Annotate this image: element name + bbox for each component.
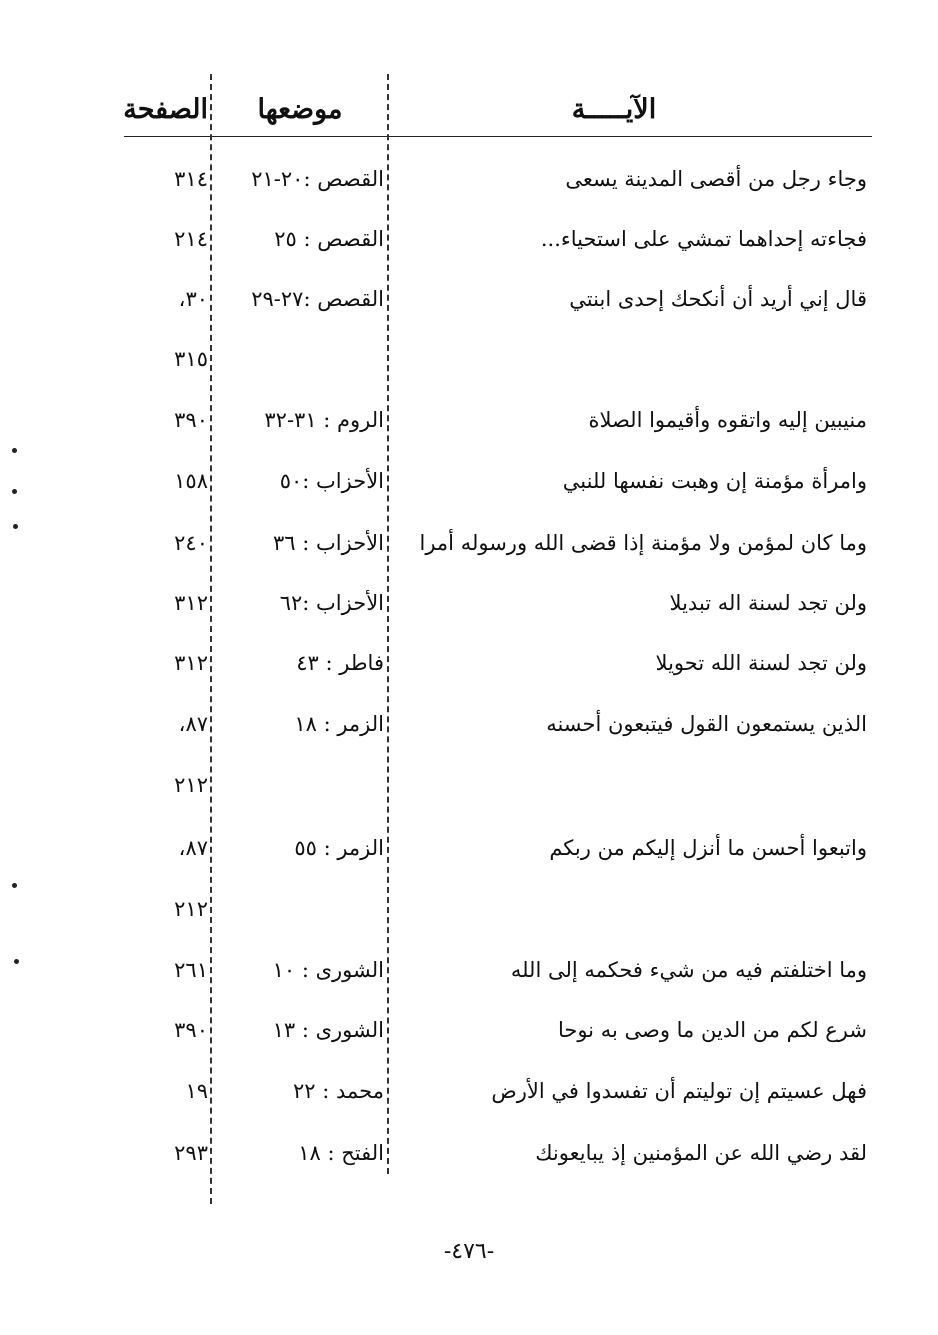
page-cell: ٣٩٠: [174, 408, 208, 432]
page-cell: ٣١٤: [174, 167, 208, 191]
location-cell: الفتح : ١٨: [298, 1141, 384, 1165]
location-cell: الأحزاب :٥٠: [279, 469, 384, 493]
verse-cell: منيبين إليه واتقوه وأقيموا الصلاة: [588, 408, 867, 432]
page-cell: ٨٧،: [178, 836, 208, 860]
verse-cell: [395, 763, 867, 807]
location-cell: [216, 887, 384, 931]
table-row: [0, 337, 938, 381]
location-cell: فاطر : ٤٣: [296, 651, 384, 675]
page-cell: ٣١٥: [174, 347, 208, 371]
table-row: [0, 581, 938, 625]
table-row: [0, 826, 938, 870]
location-cell: الشورى : ١٣: [272, 1018, 384, 1042]
page-cell: ٣١٢: [174, 591, 208, 615]
table-row: [0, 763, 938, 807]
page-cell: ١٥٨: [174, 469, 208, 493]
scan-speck: [12, 883, 17, 888]
location-cell: الروم : ٣١-٣٢: [264, 408, 384, 432]
location-cell: محمد : ٢٢: [293, 1079, 384, 1103]
verse-cell: قال إني أريد أن أنكحك إحدى ابنتي: [569, 287, 867, 311]
verse-cell: لقد رضي الله عن المؤمنين إذ يبايعونك: [535, 1141, 867, 1165]
page-cell: ٨٧،: [178, 712, 208, 736]
table-row: [0, 1069, 938, 1113]
verse-cell: وما كان لمؤمن ولا مؤمنة إذا قضى الله ورسوله أمرا: [419, 531, 867, 555]
column-header-verse: الآيـــــة: [571, 94, 657, 125]
scan-speck: [13, 524, 18, 529]
verse-cell: الذين يستمعون القول فيتبعون أحسنه: [546, 712, 867, 736]
page-cell: ١٩: [185, 1079, 208, 1103]
page-cell: ٢٦١: [174, 958, 208, 982]
verse-cell: [395, 337, 867, 381]
location-cell: الزمر : ٥٥: [294, 836, 384, 860]
verse-cell: ولن تجد لسنة الله تحويلا: [655, 651, 867, 675]
column-header-page: الصفحة: [123, 94, 208, 125]
page-cell: ٣٩٠: [174, 1018, 208, 1042]
verse-cell: واتبعوا أحسن ما أنزل إليكم من ربكم: [549, 836, 867, 860]
location-cell: الشورى : ١٠: [272, 958, 384, 982]
verse-cell: فجاءته إحداهما تمشي على استحياء...: [540, 227, 867, 251]
page-cell: ٣٠،: [178, 287, 208, 311]
page-cell: ٢٤٠: [174, 531, 208, 555]
page-cell: ٣١٢: [174, 651, 208, 675]
location-cell: [216, 763, 384, 807]
location-cell: الزمر : ١٨: [294, 712, 384, 736]
location-cell: القصص : ٢٥: [274, 227, 384, 251]
table-row: [0, 157, 938, 201]
verse-cell: فهل عسيتم إن توليتم أن تفسدوا في الأرض: [491, 1079, 867, 1103]
page-cell: ٢١٢: [174, 773, 208, 797]
location-cell: [216, 337, 384, 381]
verse-cell: وما اختلفتم فيه من شيء فحكمه إلى الله: [510, 958, 867, 982]
scan-speck: [14, 959, 19, 964]
page-cell: ٢١٤: [174, 227, 208, 251]
table-row: [0, 277, 938, 321]
column-header-location: موضعها: [257, 94, 343, 125]
verse-cell: وجاء رجل من أقصى المدينة يسعى: [565, 167, 867, 191]
location-cell: القصص :٢٠-٢١: [251, 167, 384, 191]
table-row: [0, 398, 938, 442]
location-cell: الأحزاب : ٣٦: [273, 531, 384, 555]
location-cell: القصص :٢٧-٢٩: [251, 287, 384, 311]
table-row: [0, 1008, 938, 1052]
table-row: [0, 702, 938, 746]
scan-speck: [12, 489, 17, 494]
table-row: [0, 948, 938, 992]
page-cell: ٢٩٣: [174, 1141, 208, 1165]
table-row: [0, 217, 938, 261]
verse-cell: [395, 887, 867, 931]
location-cell: الأحزاب :٦٢: [279, 591, 384, 615]
verse-cell: وامرأة مؤمنة إن وهبت نفسها للنبي: [562, 469, 867, 493]
verse-cell: شرع لكم من الدين ما وصى به نوحا: [557, 1018, 867, 1042]
table-row: [0, 641, 938, 685]
table-row: [0, 1131, 938, 1175]
page-cell: ٢١٢: [174, 897, 208, 921]
page-number: -٤٧٦-: [443, 1239, 495, 1264]
table-row: [0, 887, 938, 931]
table-row: [0, 459, 938, 503]
scan-speck: [12, 448, 17, 453]
table-row: [0, 521, 938, 565]
verse-cell: ولن تجد لسنة اله تبديلا: [669, 591, 867, 615]
header-rule: [124, 136, 872, 137]
